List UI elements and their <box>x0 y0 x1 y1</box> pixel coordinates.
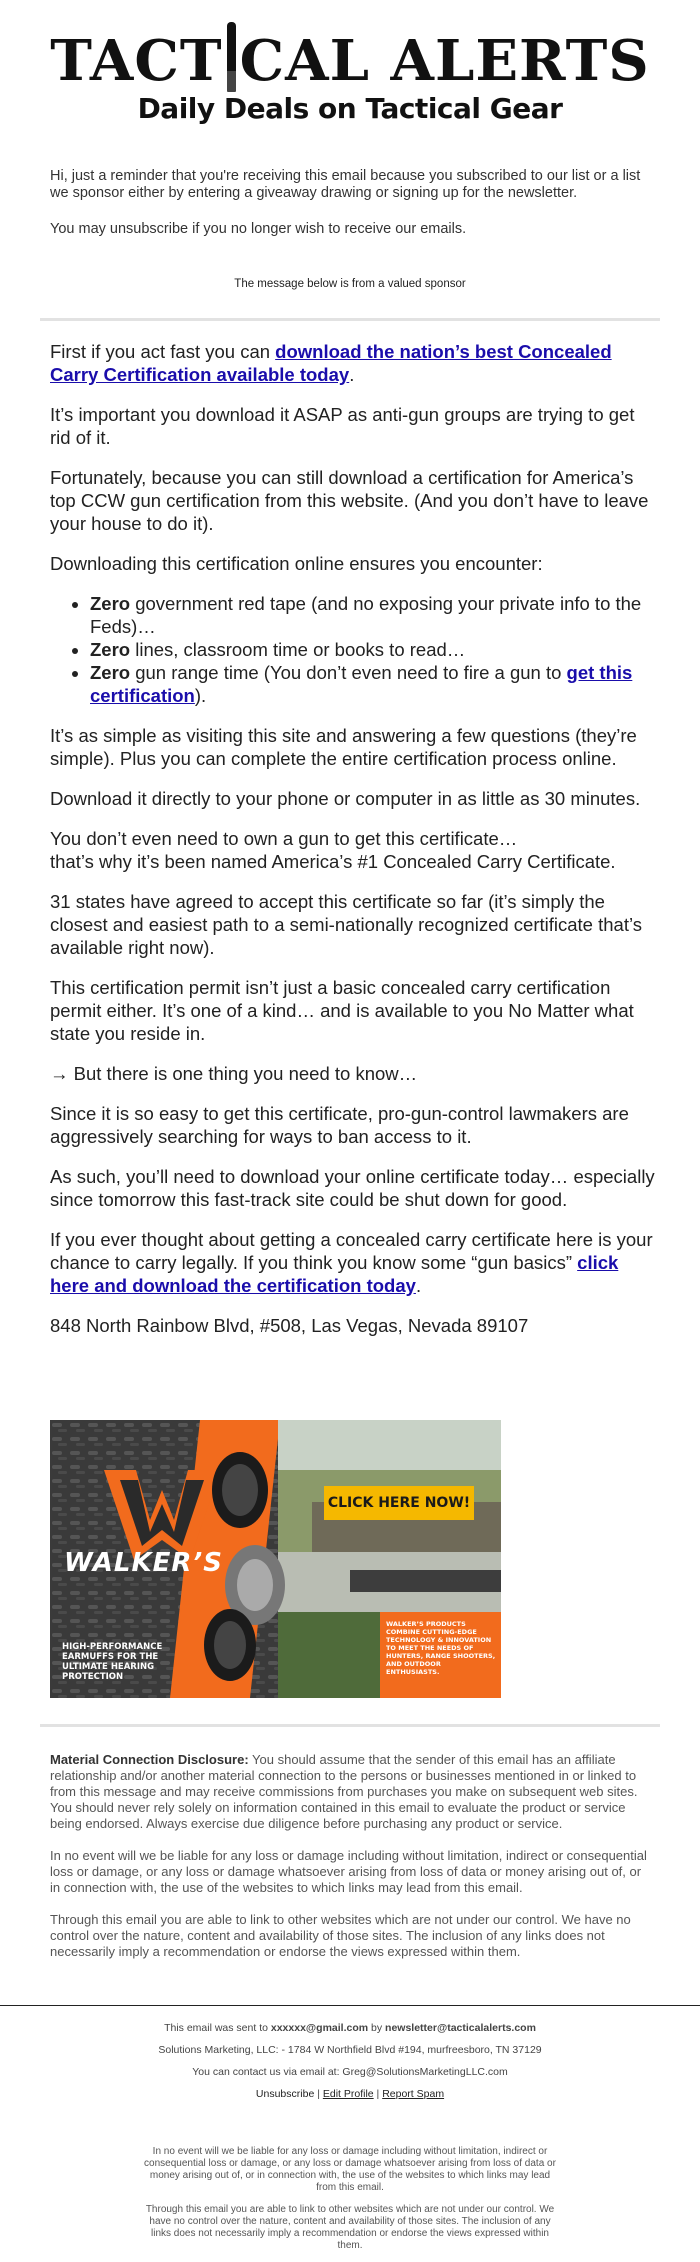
sponsor-address: 848 North Rainbow Blvd, #508, Las Vegas, Nevada 89107 <box>50 1315 529 1336</box>
recipient-email: xxxxxx@gmail.com <box>270 2022 369 2034</box>
body-paragraph: If you ever thought about getting a concealed carry certificate here is your chance to carry legally. If you think you know some “gun basics” click here and download the certification today. <box>50 1229 653 1296</box>
list-item: • Zero lines, classroom time or books to read… <box>90 638 655 661</box>
body-paragraph: → But there is one thing you need to know… <box>50 1063 418 1084</box>
intro-unsubscribe-note: You may unsubscribe if you no longer wish to receive our emails. <box>50 221 467 237</box>
unsubscribe-link[interactable]: Unsubscribe <box>255 2088 315 2100</box>
body-paragraph: It’s important you download it ASAP as anti-gun groups are trying to get rid of it. <box>50 404 635 448</box>
external-links-notice: Through this email you are able to link to other websites which are not under our control. We have no control over the nature, content and availability of those sites. The inclusion of any links does not necessarily imply a recommendation or endorse the views expressed within them. <box>50 1912 631 1959</box>
knife-icon <box>227 22 236 92</box>
benefits-list <box>50 592 655 707</box>
legal-footer <box>140 2146 560 2262</box>
main-body <box>50 340 655 1354</box>
footer-rule <box>0 2005 700 2006</box>
body-paragraph: It’s as simple as visiting this site and answering a few questions (they’re simple). Plus you can complete the entire certification process online. <box>50 725 637 769</box>
products-copy: WALKER’S PRODUCTS COMBINE CUTTING-EDGE TECHNOLOGY & INNOVATION TO MEET THE NEEDS OF HUNTERS, RANGE SHOOTERS, AND OUTDOOR ENTHUSIASTS. <box>386 1620 496 1676</box>
body-paragraph: Download it directly to your phone or computer in as little as 30 minutes. <box>50 788 641 809</box>
material-connection-disclosure: Material Connection Disclosure: You should assume that the sender of this email has an affiliate relationship and/or another material connection to the persons or businesses mentioned in or linked to from this message and may receive commissions from purchases you make on subsequent web sites. You should never rely solely on information contained in this email to evaluate the product or service being endorsed. Always exercise due diligence before purchasing any product or service. <box>50 1752 638 1831</box>
body-paragraph: You don’t even need to own a gun to get this certificate… that’s why it’s been named America’s #1 Concealed Carry Certificate. <box>50 828 616 872</box>
click-here-download-link[interactable]: click here and download the certification today <box>50 1252 619 1296</box>
cta-button[interactable]: CLICK HERE NOW! <box>327 1495 471 1511</box>
body-paragraph: As such, you’ll need to download your online certificate today… especially since tomorrow this fast-track site could be shut down for good. <box>50 1166 655 1210</box>
sent-to-line: This email was sent to xxxxxx@gmail.com by newsletter@tacticalalerts.com <box>164 2022 536 2034</box>
tagline: Daily Deals on Tactical Gear <box>137 92 563 125</box>
logo-text-left: TACT <box>50 28 223 94</box>
header <box>0 0 700 140</box>
footer <box>0 2022 700 2110</box>
sponsor-note: The message below is from a valued sponsor <box>234 278 466 290</box>
walkers-ad-banner[interactable] <box>50 1420 501 1698</box>
footer-links: Unsubscribe | Edit Profile | Report Spam <box>255 2088 445 2100</box>
sender-email: newsletter@tacticalalerts.com <box>385 2022 536 2034</box>
list-item: • Zero gun range time (You don’t even need to fire a gun to get this certification). <box>90 661 655 707</box>
company-address: Solutions Marketing, LLC: - 1784 W Northfield Blvd #194, murfreesboro, TN 37129 <box>158 2044 542 2056</box>
body-paragraph: Downloading this certification online ensures you encounter: <box>50 553 543 574</box>
divider <box>40 1724 660 1727</box>
disclosure-section <box>50 1752 652 1976</box>
liability-notice: In no event will we be liable for any loss or damage including without limitation, indirect or consequential loss or damage, or any loss or damage whatsoever arising from loss of data or money arising out of, or in connection with, the use of the websites to which links may lead from this email. <box>50 1848 647 1895</box>
intro-reminder: Hi, just a reminder that you're receiving this email because you subscribed to our list or a list we sponsor either by entering a giveaway drawing or signing up for the newsletter. <box>50 168 641 201</box>
legal-liability: In no event will we be liable for any loss or damage including without limitation, indirect or consequential loss or damage, or any loss or damage whatsoever arising from loss of data or money arising out of, or in connection with, the use of the websites to which links may lead from this email. <box>144 2146 556 2193</box>
legal-external-links: Through this email you are able to link to other websites which are not under our control. We have no control over the nature, content and availability of those sites. The inclusion of any links does not necessarily imply a recommendation or endorse the views expressed within them. <box>145 2204 555 2251</box>
contact-line: You can contact us via email at: Greg@SolutionsMarketingLLC.com <box>192 2066 508 2078</box>
body-paragraph: Fortunately, because you can still download a certification for America’s top CCW gun certification from this website. (And you don’t have to leave your house to do it). <box>50 467 649 534</box>
download-certification-link[interactable]: download the nation’s best Concealed Carry Certification available today <box>50 341 612 385</box>
logo[interactable] <box>0 22 700 92</box>
body-paragraph: First if you act fast you can download the nation’s best Concealed Carry Certification available today. <box>50 341 612 385</box>
logo-text-right: CAL ALERTS <box>239 28 650 94</box>
body-paragraph: Since it is so easy to get this certificate, pro-gun-control lawmakers are aggressively searching for ways to ban access to it. <box>50 1103 629 1147</box>
report-spam-link[interactable]: Report Spam <box>382 2088 445 2100</box>
earmuffs-copy: HIGH-PERFORMANCE EARMUFFS FOR THE ULTIMATE HEARING PROTECTION <box>62 1642 163 1682</box>
list-item: • Zero government red tape (and no exposing your private info to the Feds)… <box>90 592 655 638</box>
intro-section <box>50 168 650 257</box>
edit-profile-link[interactable]: Edit Profile <box>322 2088 374 2100</box>
divider <box>40 318 660 321</box>
body-paragraph: 31 states have agreed to accept this certificate so far (it’s simply the closest and easiest path to a semi-nationally recognized certificate that’s available right now). <box>50 891 642 958</box>
body-paragraph: This certification permit isn’t just a basic concealed carry certification permit either. It’s one of a kind… and is available to you No Matter what state you reside in. <box>50 977 634 1044</box>
brand-name: WALKER’S <box>64 1548 223 1578</box>
get-certification-link[interactable]: get this certification <box>90 662 633 706</box>
